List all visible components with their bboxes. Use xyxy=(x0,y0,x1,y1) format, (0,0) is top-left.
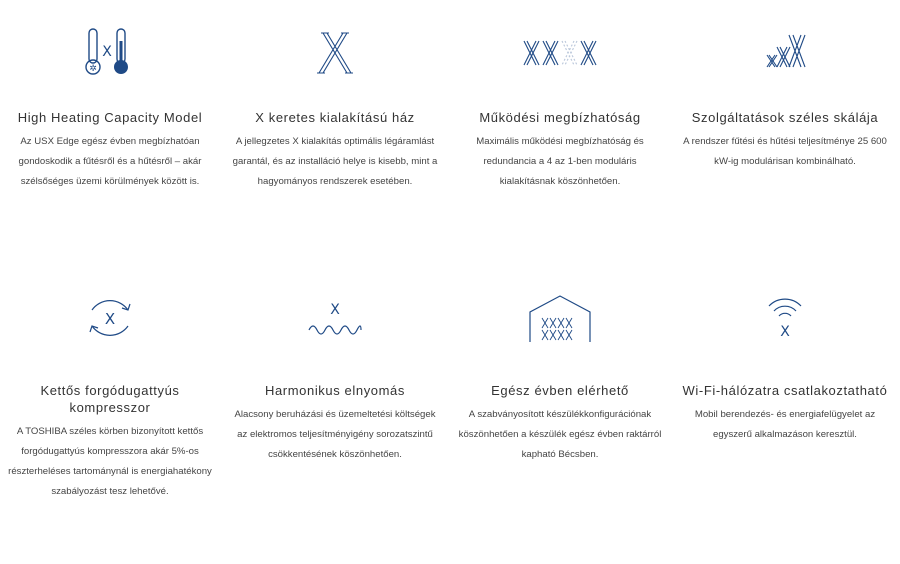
feature-description: Maximális működési megbízhatóság és redundancia a 4 az 1-ben moduláris kialakításnak köszönhetően. xyxy=(476,136,644,187)
svg-text:X: X xyxy=(780,324,790,340)
feature-title: Szolgáltatások széles skálája xyxy=(691,110,879,125)
x-frame-icon xyxy=(295,25,375,81)
feature-description: A TOSHIBA széles körben bizonyított kettős forgódugattyús kompresszora akár 5%-os részterheléses tartománynál is energiahatékony szabályozást tesz lehetővé. xyxy=(8,426,212,497)
feature-description: Alacsony beruházási és üzemeltetési költségek az elektromos teljesítményigény sorozatszintű csökkentésének köszönhetően. xyxy=(234,409,436,460)
feature-title: Harmonikus elnyomás xyxy=(264,383,405,398)
svg-text:✲: ✲ xyxy=(89,64,97,74)
feature-description: Az USX Edge egész évben megbízhatóan gondoskodik a fűtésről és a hűtésről – akár szélsőséges üzemi körülmények között is. xyxy=(18,136,202,187)
feature-harmonic-suppression xyxy=(230,290,440,465)
feature-description: A rendszer fűtési és hűtési teljesítménye 25 600 kW-ig modulárisan kombinálható. xyxy=(683,136,887,167)
feature-title: Wi-Fi-hálózatra csatlakoztatható xyxy=(682,383,888,398)
feature-wide-range xyxy=(680,25,890,172)
harmonic-wave-icon xyxy=(295,290,375,346)
feature-rotary-compressor xyxy=(5,290,215,502)
feature-title: X keretes kialakítású ház xyxy=(255,110,415,125)
rotary-compressor-icon xyxy=(70,290,150,346)
feature-year-round-availability xyxy=(455,290,665,465)
svg-text:X: X xyxy=(102,44,112,60)
feature-heating-capacity xyxy=(5,25,215,192)
reliability-x-row-icon xyxy=(510,25,610,81)
feature-description: A szabványosított készülékkonfigurációnak köszönhetően a készülék egész évben raktárról kapható Bécsben. xyxy=(458,409,662,460)
warehouse-stock-icon xyxy=(520,290,600,346)
feature-wifi xyxy=(680,290,890,445)
scaling-x-icon xyxy=(745,25,825,81)
feature-title: Kettős forgódugattyús kompresszor xyxy=(40,383,180,415)
feature-reliability xyxy=(455,25,665,192)
wifi-icon xyxy=(745,290,825,346)
svg-text:X: X xyxy=(104,310,116,328)
feature-title: High Heating Capacity Model xyxy=(17,110,203,125)
feature-x-frame xyxy=(230,25,440,192)
feature-title: Egész évben elérhető xyxy=(491,383,629,398)
feature-description: Mobil berendezés- és energiafelügyelet az egyszerű alkalmazáson keresztül. xyxy=(694,409,876,440)
thermometer-hot-cold-icon xyxy=(70,25,150,81)
svg-text:X: X xyxy=(330,302,340,318)
feature-title: Működési megbízhatóság xyxy=(479,110,641,125)
feature-description: A jellegzetes X kialakítás optimális légáramlást garantál, és az installáció helye is kisebb, mint a hagyományos rendszerek esetében. xyxy=(232,136,438,187)
